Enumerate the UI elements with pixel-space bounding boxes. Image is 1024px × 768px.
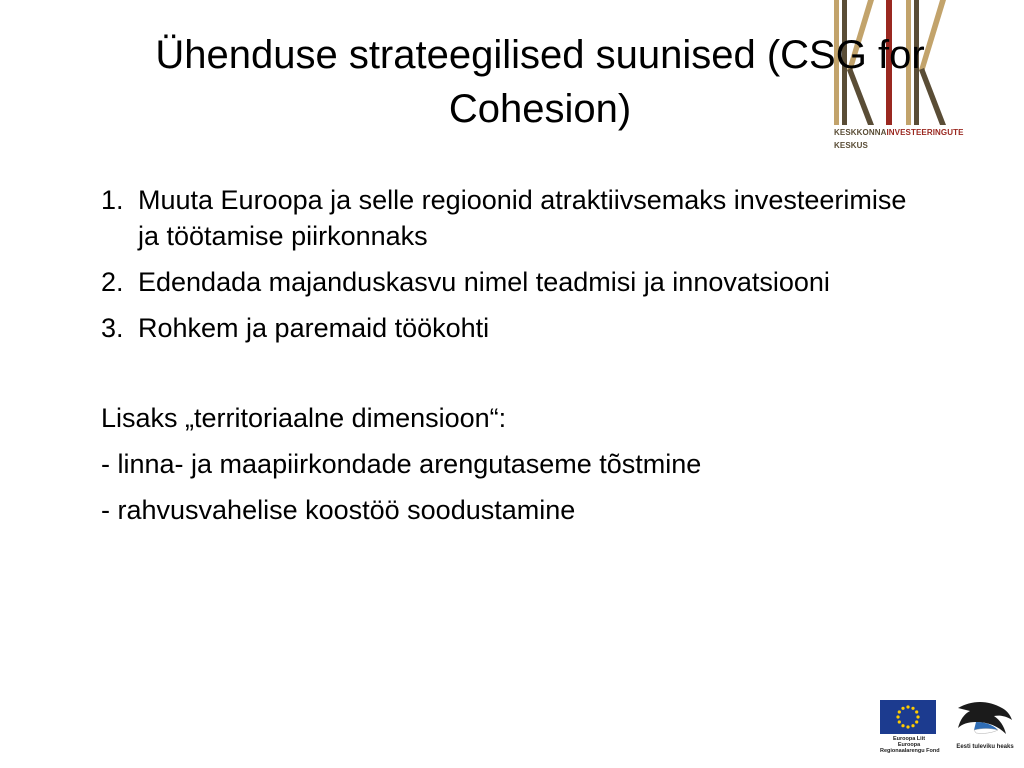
kik-logo-text-b: INVESTEERINGUTE: [886, 128, 964, 137]
slide-body: [101, 182, 921, 538]
item-number: 3.: [101, 313, 124, 343]
item-text: Rohkem ja paremaid töökohti: [138, 313, 490, 343]
territorial-item: - linna- ja maapiirkondade arengutaseme tõstmine: [101, 449, 702, 479]
eu-logo: [880, 700, 938, 754]
kik-logo-text-line2: KESKUS: [834, 141, 868, 150]
estonia-logo: [954, 698, 1016, 750]
territorial-item: - rahvusvahelise koostöö soodustamine: [101, 495, 576, 525]
eu-caption: [880, 736, 938, 754]
slide-title: Ühenduse strateegilised suunised (CSG for Cohesion): [155, 33, 925, 131]
numbered-item: [101, 264, 921, 300]
territorial-heading: Lisaks „territoriaalne dimensioon“:: [101, 403, 507, 433]
item-number: 2.: [101, 267, 124, 297]
estonia-caption: Eesti tuleviku heaks: [956, 744, 1014, 750]
numbered-item: [101, 310, 921, 346]
eu-caption-line: Euroopa Liit: [892, 736, 926, 742]
eu-flag-icon: [880, 700, 936, 734]
numbered-item: [101, 182, 921, 254]
item-number: 1.: [101, 185, 124, 215]
item-text: Edendada majanduskasvu nimel teadmisi ja innovatsiooni: [138, 267, 830, 297]
kik-logo-text-a: KESKKONNA: [834, 128, 887, 137]
item-text: Muuta Euroopa ja selle regioonid atraktiivsemaks investeerimise ja töötamise piirkonnaks: [138, 185, 907, 251]
swallow-icon: [954, 698, 1016, 738]
spacer: [101, 356, 921, 400]
eu-caption-line: Regionaalarengu Fond: [880, 748, 940, 754]
eu-caption-line: Euroopa: [897, 742, 921, 748]
